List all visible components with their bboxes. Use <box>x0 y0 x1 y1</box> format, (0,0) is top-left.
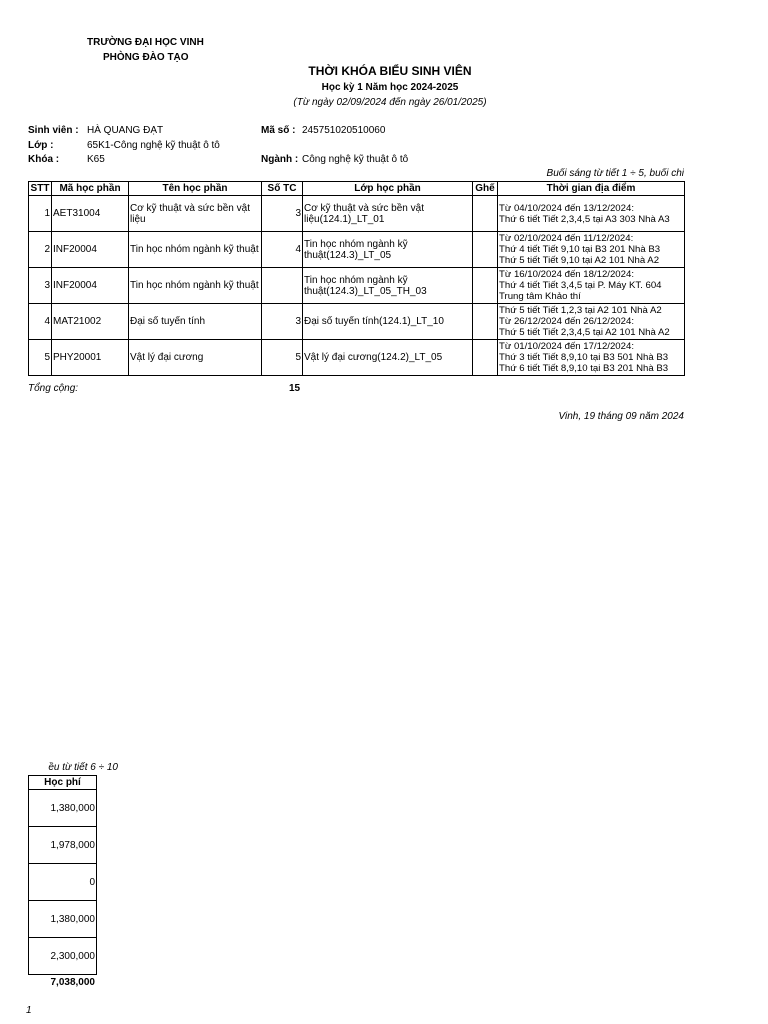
schedule-line: Từ 01/10/2024 đến 17/12/2024: <box>499 341 634 352</box>
session-note-continued-text: ều từ tiết 6 ÷ 10 <box>48 762 118 773</box>
student-id-label: Mã số : <box>261 125 296 136</box>
total-credits: 15 <box>289 383 301 394</box>
schedule-line: Thứ 4 tiết Tiết 3,4,5 tại P. Máy KT. 604 <box>499 280 662 291</box>
row-schedule <box>498 232 685 268</box>
row-course-name: Tin học nhóm ngành kỹ thuật <box>129 268 262 304</box>
row-code: PHY20001 <box>52 340 129 376</box>
schedule-line: Thứ 6 tiết Tiết 8,9,10 tại B3 201 Nhà B3 <box>499 363 669 374</box>
row-seat <box>473 196 498 232</box>
fee-row <box>29 827 97 864</box>
table-row <box>29 196 685 232</box>
row-course-name: Đại số tuyến tính <box>129 304 262 340</box>
semester-label: Học kỳ 1 Năm học 2024-2025 <box>321 82 459 93</box>
row-section: Tin học nhóm ngành kỹ thuật(124.3)_LT_05_TH_03 <box>303 268 473 304</box>
row-seat <box>473 268 498 304</box>
department-name: PHÒNG ĐÀO TẠO <box>103 52 189 63</box>
schedule-table <box>28 181 685 376</box>
total-label: Tổng cộng: <box>28 383 79 394</box>
university-name: TRƯỜNG ĐẠI HỌC VINH <box>87 37 204 48</box>
fee-row <box>29 901 97 938</box>
row-schedule <box>498 340 685 376</box>
major-value: Công nghệ kỹ thuật ô tô <box>302 154 409 165</box>
schedule-line: Trung tâm Khảo thí <box>499 291 581 302</box>
row-section: Đại số tuyến tính(124.1)_LT_10 <box>303 304 473 340</box>
row-schedule <box>498 304 685 340</box>
schedule-line: Từ 16/10/2024 đến 18/12/2024: <box>499 269 634 280</box>
col-header-stt: STT <box>29 182 52 196</box>
student-name: HÀ QUANG ĐẠT <box>87 125 164 136</box>
row-course-name: Cơ kỹ thuật và sức bền vật liệu <box>129 196 262 232</box>
table-row <box>29 268 685 304</box>
row-section: Vật lý đại cương(124.2)_LT_05 <box>303 340 473 376</box>
row-code: MAT21002 <box>52 304 129 340</box>
row-seat <box>473 232 498 268</box>
fee-value: 1,380,000 <box>29 790 97 827</box>
table-row <box>29 340 685 376</box>
col-header-section: Lớp học phần <box>303 182 473 196</box>
schedule-line: Thứ 5 tiết Tiết 1,2,3 tại A2 101 Nhà A2 <box>499 305 662 316</box>
session-note: Buổi sáng từ tiết 1 ÷ 5, buổi chi <box>546 168 684 179</box>
student-name-label: Sinh viên : <box>28 125 79 136</box>
student-id: 245751020510060 <box>302 125 386 136</box>
fee-total: 7,038,000 <box>50 977 95 988</box>
row-seat <box>473 340 498 376</box>
schedule-line: Thứ 4 tiết Tiết 9,10 tại B3 201 Nhà B3 <box>499 244 661 255</box>
col-header-name: Tên học phần <box>129 182 262 196</box>
row-code: INF20004 <box>52 268 129 304</box>
page-title: THỜI KHÓA BIỂU SINH VIÊN <box>308 64 472 78</box>
fee-value: 2,300,000 <box>29 938 97 975</box>
row-stt: 4 <box>29 304 52 340</box>
class-label: Lớp : <box>28 140 54 151</box>
row-stt: 3 <box>29 268 52 304</box>
class-value: 65K1-Công nghệ kỹ thuật ô tô <box>87 140 220 151</box>
row-stt: 5 <box>29 340 52 376</box>
fee-table <box>28 775 97 975</box>
row-section: Tin học nhóm ngành kỹ thuật(124.3)_LT_05 <box>303 232 473 268</box>
row-code: AET31004 <box>52 196 129 232</box>
fee-value: 0 <box>29 864 97 901</box>
row-code: INF20004 <box>52 232 129 268</box>
schedule-line: Thứ 5 tiết Tiết 9,10 tại A2 101 Nhà A2 <box>499 255 660 266</box>
table-header-row <box>29 182 685 196</box>
fee-header: Học phí <box>29 776 97 790</box>
row-section: Cơ kỹ thuật và sức bền vật liệu(124.1)_LT_01 <box>303 196 473 232</box>
fee-row <box>29 864 97 901</box>
fee-value: 1,380,000 <box>29 901 97 938</box>
row-stt: 2 <box>29 232 52 268</box>
fee-row <box>29 938 97 975</box>
col-header-schedule: Thời gian địa điểm <box>498 182 685 196</box>
cohort-value: K65 <box>87 154 105 165</box>
fee-row <box>29 790 97 827</box>
table-row <box>29 304 685 340</box>
row-stt: 1 <box>29 196 52 232</box>
row-seat <box>473 304 498 340</box>
schedule-line: Từ 04/10/2024 đến 13/12/2024: <box>499 202 634 214</box>
date-range: (Từ ngày 02/09/2024 đến ngày 26/01/2025) <box>293 97 487 108</box>
col-header-seat: Ghế <box>473 182 498 196</box>
fee-value: 1,978,000 <box>29 827 97 864</box>
row-course-name: Tin học nhóm ngành kỹ thuật <box>129 232 262 268</box>
row-credits: 4 <box>262 232 303 268</box>
fee-header-row <box>29 776 97 790</box>
row-schedule <box>498 196 685 232</box>
major-label: Ngành : <box>261 154 299 165</box>
table-row <box>29 232 685 268</box>
row-course-name: Vật lý đại cương <box>129 340 262 376</box>
row-credits: 3 <box>262 304 303 340</box>
session-note-continued <box>28 762 118 773</box>
row-credits: 5 <box>262 340 303 376</box>
row-credits <box>262 268 303 304</box>
row-credits: 3 <box>262 196 303 232</box>
page-number: 1 <box>26 1005 32 1016</box>
schedule-line: Từ 02/10/2024 đến 11/12/2024: <box>499 233 634 244</box>
signature-date: Vinh, 19 tháng 09 năm 2024 <box>558 411 684 422</box>
cohort-label: Khóa : <box>28 154 60 165</box>
col-header-code: Mã học phần <box>52 182 129 196</box>
schedule-line: Từ 26/12/2024 đến 26/12/2024: <box>499 316 634 327</box>
schedule-line: Thứ 6 tiết Tiết 2,3,4,5 tại A3 303 Nhà A3 <box>499 213 670 225</box>
row-schedule <box>498 268 685 304</box>
col-header-credits: Số TC <box>262 182 303 196</box>
schedule-line: Thứ 3 tiết Tiết 8,9,10 tại B3 501 Nhà B3 <box>499 352 669 363</box>
schedule-line: Thứ 5 tiết Tiết 2,3,4,5 tại A2 101 Nhà A2 <box>499 327 670 338</box>
